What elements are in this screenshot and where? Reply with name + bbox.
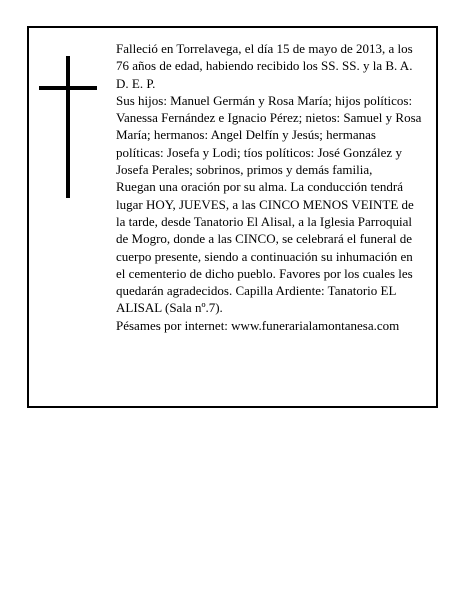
funeral-details: Ruegan una oración por su alma. La conducción tendrá lugar HOY, JUEVES, a las CINCO MENOS VEINTE de la tarde, desde Tanatorio El Alisal, a la Iglesia Parroquial de Mogro, donde a las CINCO, se celebrará el funeral de cuerpo presente, siendo a continuación su inhumación en el cementerio de dicho pueblo. Favores por los cuales les quedarán agradecidos. Capilla Ardiente: Tanatorio EL ALISAL (Sala nº.7). bbox=[116, 179, 414, 316]
rip-line: D. E. P. bbox=[116, 75, 156, 91]
condolences-line: Pésames por internet: www.funerarialamontanesa.com bbox=[116, 317, 400, 333]
cross-horizontal-bar bbox=[39, 86, 97, 90]
death-announcement: Falleció en Torrelavega, el día 15 de mayo de 2013, a los 76 años de edad, habiendo recibido los SS. SS. y la B. A. bbox=[116, 41, 413, 74]
obituary-notice bbox=[27, 26, 438, 408]
cross-icon bbox=[39, 56, 97, 198]
cross-vertical-bar bbox=[66, 56, 70, 198]
notice-text bbox=[116, 40, 422, 334]
family-list: Sus hijos: Manuel Germán y Rosa María; hijos políticos: Vanessa Fernández e Ignacio Pérez; nietos: Samuel y Rosa María; hermanos: Angel Delfín y Jesús; hermanas políticas: Josefa y Lodi; tíos políticos: José González y Josefa Perales; sobrinos, primos y demás familia, bbox=[116, 92, 422, 178]
